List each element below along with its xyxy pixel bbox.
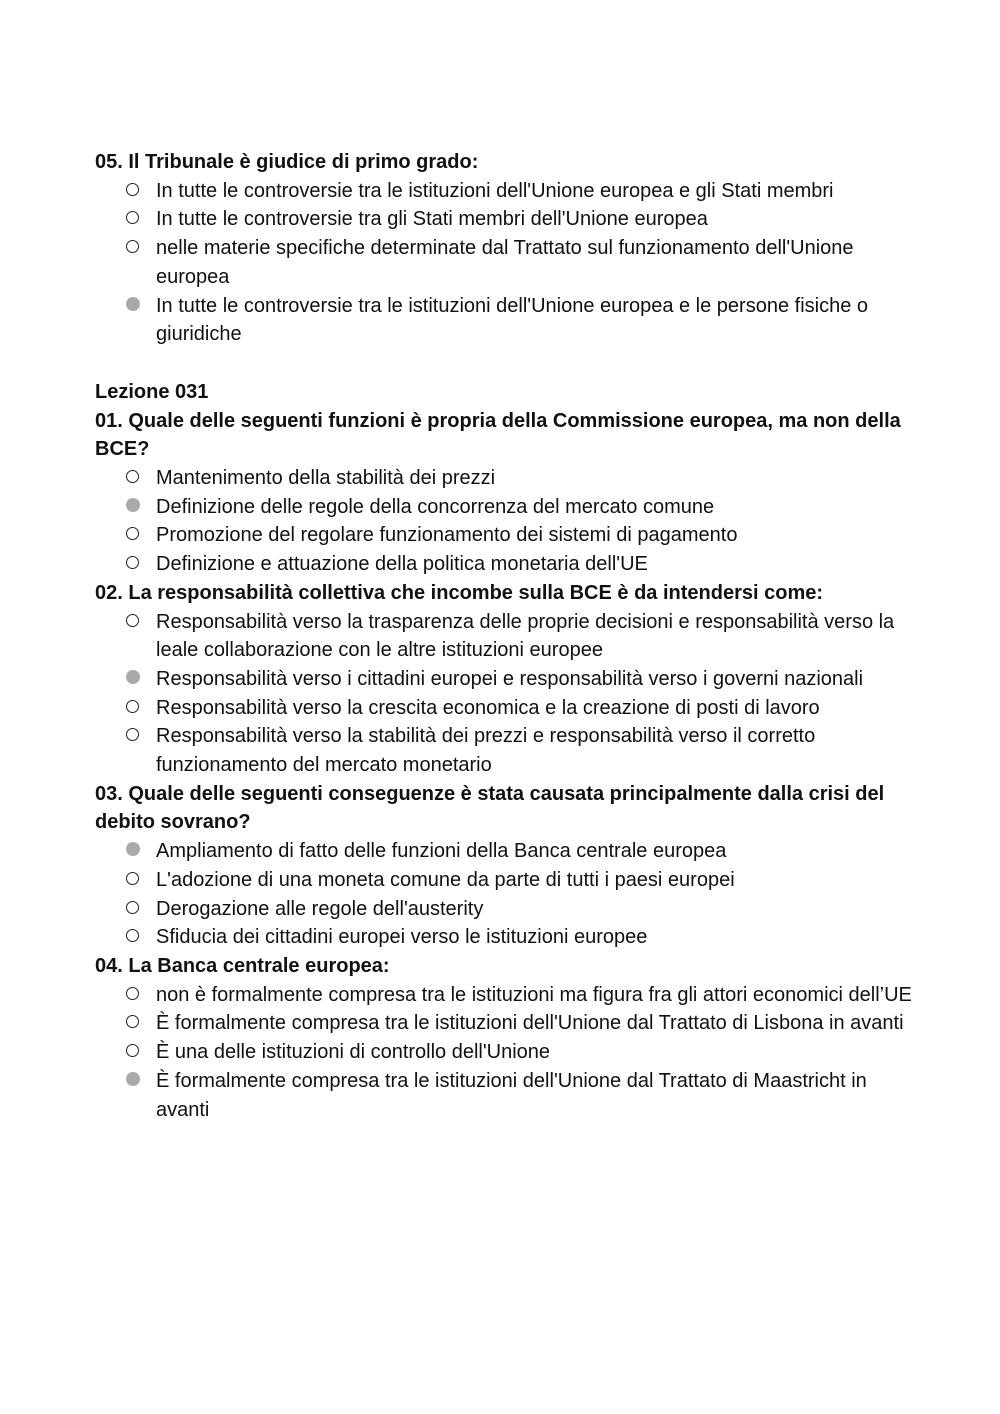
lesson-title: Lezione 031 bbox=[95, 380, 209, 403]
option-item[interactable] bbox=[95, 694, 915, 723]
option-item-selected[interactable] bbox=[95, 1067, 915, 1124]
question-title: 05. Il Tribunale è giudice di primo grado: bbox=[95, 151, 479, 173]
option-item-selected[interactable] bbox=[95, 837, 915, 866]
radio-circle-icon[interactable] bbox=[126, 872, 139, 885]
option-item[interactable] bbox=[95, 895, 915, 924]
selected-dot-icon[interactable] bbox=[126, 1072, 140, 1086]
option-item[interactable] bbox=[95, 1038, 915, 1067]
option-item[interactable] bbox=[95, 550, 915, 579]
radio-circle-icon[interactable] bbox=[126, 211, 139, 224]
option-text: In tutte le controversie tra gli Stati membri dell'Unione europea bbox=[156, 208, 708, 231]
option-text: Mantenimento della stabilità dei prezzi bbox=[156, 467, 496, 490]
radio-circle-icon[interactable] bbox=[126, 987, 139, 1000]
option-text: non è formalmente compresa tra le istituzioni ma figura fra gli attori economici dell’UE bbox=[156, 983, 912, 1006]
option-item-selected[interactable] bbox=[95, 493, 915, 522]
option-text: Derogazione alle regole dell'austerity bbox=[156, 897, 484, 920]
option-text: Ampliamento di fatto delle funzioni della Banca centrale europea bbox=[156, 840, 727, 863]
radio-circle-icon[interactable] bbox=[126, 700, 139, 713]
selected-dot-icon[interactable] bbox=[126, 498, 140, 512]
option-text: In tutte le controversie tra le istituzioni dell'Unione europea e le persone fisiche o giuridiche bbox=[156, 294, 869, 346]
radio-circle-icon[interactable] bbox=[126, 929, 139, 942]
option-item[interactable] bbox=[95, 1009, 915, 1038]
options-list bbox=[95, 608, 915, 780]
radio-circle-icon[interactable] bbox=[126, 1044, 139, 1057]
radio-circle-icon[interactable] bbox=[126, 1015, 139, 1028]
question-title: 04. La Banca centrale europea: bbox=[95, 954, 390, 977]
option-text: Responsabilità verso la crescita economica e la creazione di posti di lavoro bbox=[156, 696, 820, 719]
option-text: L'adozione di una moneta comune da parte di tutti i paesi europei bbox=[156, 868, 735, 891]
option-text: È formalmente compresa tra le istituzioni dell'Unione dal Trattato di Lisbona in avanti bbox=[156, 1012, 904, 1035]
option-item[interactable] bbox=[95, 177, 915, 206]
option-item[interactable] bbox=[95, 464, 915, 493]
option-item[interactable] bbox=[95, 923, 915, 952]
selected-dot-icon[interactable] bbox=[126, 842, 140, 856]
question-block bbox=[95, 579, 915, 780]
question-title: 01. Quale delle seguenti funzioni è propria della Commissione europea, ma non della BCE? bbox=[95, 409, 901, 461]
radio-circle-icon[interactable] bbox=[126, 470, 139, 483]
option-item[interactable] bbox=[95, 234, 915, 291]
option-text: Definizione delle regole della concorrenza del mercato comune bbox=[156, 495, 715, 518]
option-item[interactable] bbox=[95, 205, 915, 234]
options-list bbox=[95, 464, 915, 579]
option-text: È formalmente compresa tra le istituzioni dell'Unione dal Trattato di Maastricht in avanti bbox=[156, 1069, 867, 1121]
option-item[interactable] bbox=[95, 608, 915, 665]
option-item-selected[interactable] bbox=[95, 292, 915, 349]
option-text: Promozione del regolare funzionamento dei sistemi di pagamento bbox=[156, 524, 738, 547]
option-text: Definizione e attuazione della politica monetaria dell'UE bbox=[156, 553, 648, 576]
option-item[interactable] bbox=[95, 521, 915, 550]
question-block bbox=[95, 407, 915, 579]
option-text: In tutte le controversie tra le istituzioni dell'Unione europea e gli Stati membri bbox=[156, 179, 834, 202]
radio-circle-icon[interactable] bbox=[126, 556, 139, 569]
radio-circle-icon[interactable] bbox=[126, 728, 139, 741]
option-item[interactable] bbox=[95, 981, 915, 1010]
option-text: nelle materie specifiche determinate dal Trattato sul funzionamento dell'Unione europea bbox=[156, 237, 854, 288]
selected-dot-icon[interactable] bbox=[126, 670, 140, 684]
document-page bbox=[95, 148, 915, 1124]
radio-circle-icon[interactable] bbox=[126, 183, 139, 196]
radio-circle-icon[interactable] bbox=[126, 901, 139, 914]
options-list bbox=[95, 837, 915, 952]
question-title: 03. Quale delle seguenti conseguenze è stata causata principalmente dalla crisi del debito sovrano? bbox=[95, 782, 885, 834]
question-block bbox=[95, 148, 915, 349]
option-text: Responsabilità verso i cittadini europei e responsabilità verso i governi nazionali bbox=[156, 667, 864, 690]
selected-dot-icon[interactable] bbox=[126, 297, 140, 311]
question-title: 02. La responsabilità collettiva che incombe sulla BCE è da intendersi come: bbox=[95, 581, 824, 604]
option-item[interactable] bbox=[95, 722, 915, 779]
option-text: Responsabilità verso la trasparenza delle proprie decisioni e responsabilità verso la leale collaborazione con le altre istituzioni europee bbox=[156, 610, 895, 662]
radio-circle-icon[interactable] bbox=[126, 614, 139, 627]
options-list bbox=[95, 981, 915, 1125]
radio-circle-icon[interactable] bbox=[126, 240, 139, 253]
option-item-selected[interactable] bbox=[95, 665, 915, 694]
option-text: È una delle istituzioni di controllo dell'Unione bbox=[156, 1041, 551, 1064]
option-item[interactable] bbox=[95, 866, 915, 895]
question-block bbox=[95, 952, 915, 1124]
radio-circle-icon[interactable] bbox=[126, 527, 139, 540]
option-text: Sfiducia dei cittadini europei verso le istituzioni europee bbox=[156, 926, 648, 949]
options-list bbox=[95, 177, 915, 349]
option-text: Responsabilità verso la stabilità dei prezzi e responsabilità verso il corretto funzionamento del mercato monetario bbox=[156, 725, 816, 777]
question-block bbox=[95, 780, 915, 952]
